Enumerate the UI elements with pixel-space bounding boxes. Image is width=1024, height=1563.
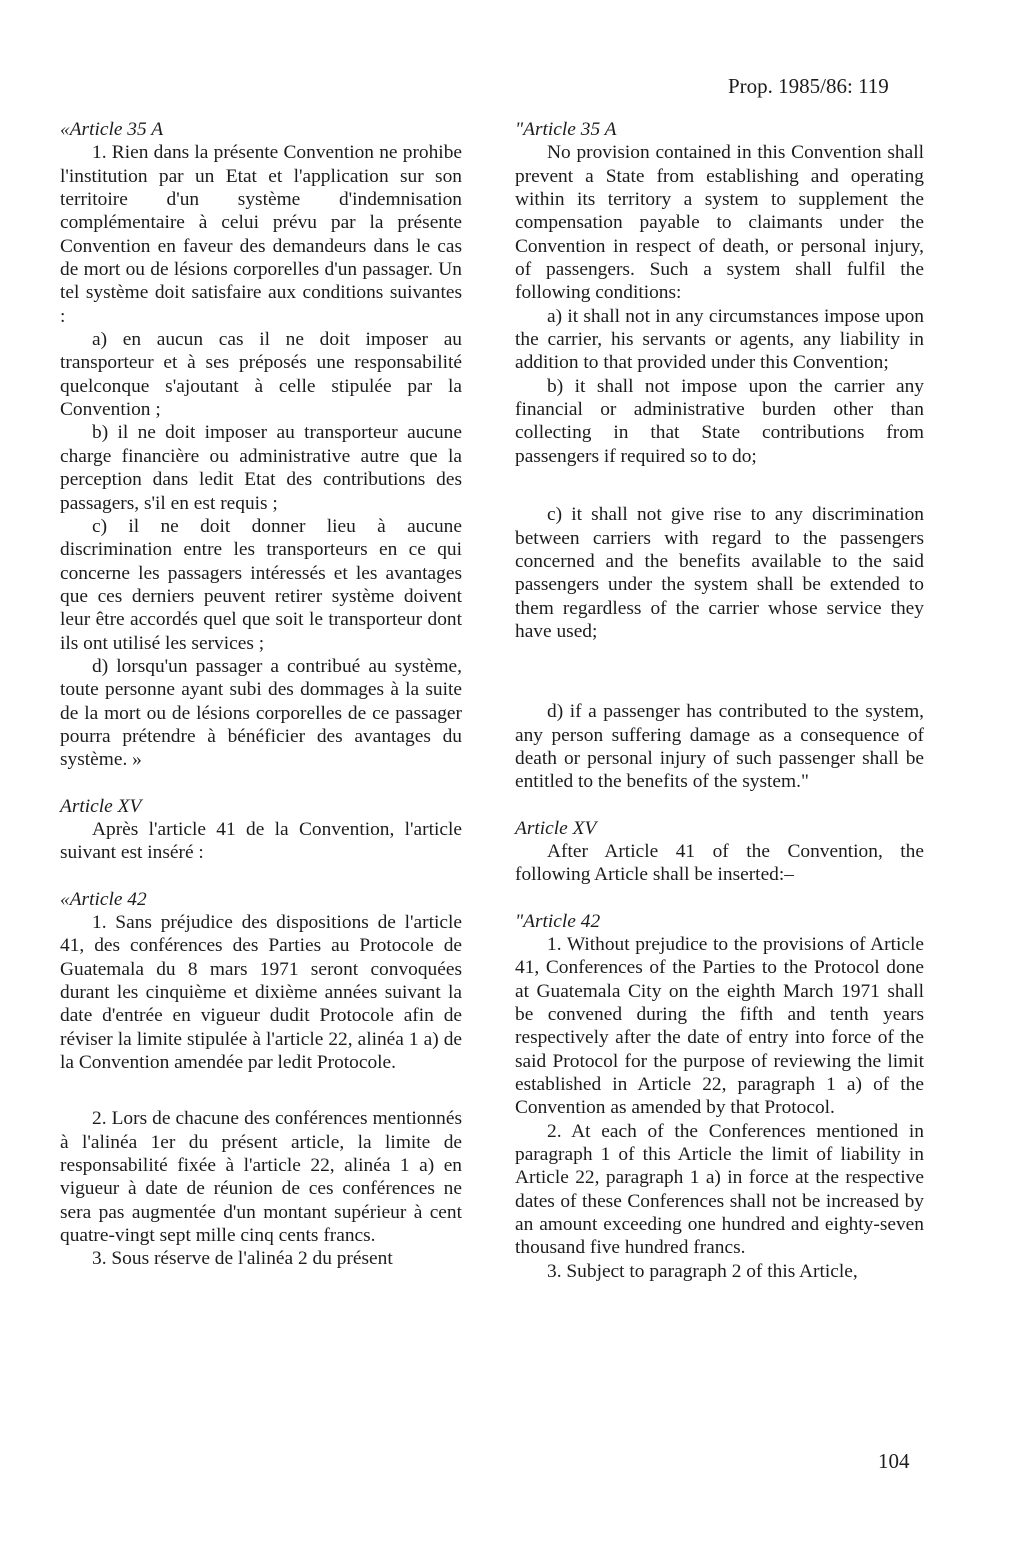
page-number: 104 (878, 1449, 910, 1473)
en-article-35a-item-c: c) it shall not give rise to any discrimination between carriers with regard to the passengers concerned and the benefits available to the said passengers under the system shall be extended to them regardless of the carrier whose service they have used; (515, 504, 924, 642)
en-article-35a-paragraph-1: No provision contained in this Convention shall prevent a State from establishing and operating within its territory a system to supplement the compensation payable to claimants under the Convention in respect of death, or personal injury, of passengers. Such a system shall fulfil the following conditions: (515, 142, 924, 304)
fr-article-35a-paragraph-1: 1. Rien dans la présente Convention ne prohibe l'institution par un Etat et l'application sur son territoire d'un système d'indemnisation complémentaire à celui prévu par la présente Convention en faveur des demandeurs dans le cas de mort ou de lésions corporelles d'un passager. Un tel système doit satisfaire aux conditions suivantes : (60, 142, 462, 327)
en-article-42-heading: "Article 42 (515, 910, 601, 932)
en-article-42-paragraph-1: 1. Without prejudice to the provisions of Article 41, Conferences of the Parties to the Protocol done at Guatemala City on the eighth March 1971 shall be convened during the fifth and tenth years respectively after the date of entry into force of the said Protocol for the purpose of reviewing the limit established in Article 22, paragraph 1 a) of the Convention as amended by that Protocol. (515, 933, 924, 1119)
en-article-42-paragraph-2: 2. At each of the Conferences mentioned in paragraph 1 of this Article the limit of liability in Article 22, paragraph 1 a) in force at the respective dates of these Conferences shall not be increased by an amount exceeding one hundred and eighty-seven thousand five hundred francs. (515, 1120, 924, 1259)
fr-article-42-paragraph-2: 2. Lors de chacune des conférences mentionnés à l'alinéa 1er du présent article, la limite de responsabilité fixée à l'article 22, alinéa 1 a) en vigueur à date de réunion de ces conférences ne sera pas augmentée d'un montant supérieur à cent quatre-vingt sept mille cinq cents francs. (60, 1108, 462, 1247)
en-article-xv-heading: Article XV (515, 817, 597, 839)
en-article-35a-item-b: b) it shall not impose upon the carrier any financial or administrative burden other than collecting in that State contributions from passengers if required so to do; (515, 375, 924, 467)
french-column (60, 118, 462, 1271)
fr-article-35a-item-b: b) il ne doit imposer au transporteur aucune charge financière ou administrative autre que la perception dans ledit Etat des contributions des passagers, s'il en est requis ; (60, 422, 462, 514)
fr-article-xv-paragraph: Après l'article 41 de la Convention, l'article suivant est inséré : (60, 818, 462, 864)
fr-article-35a-item-c: c) il ne doit donner lieu à aucune discrimination entre les transporteurs en ce qui concerne les passagers intéressés et les avantages que ces derniers peuvent retirer système doivent leur être accordés quel que soit le transporteur dont ils ont utilisé les services ; (60, 515, 462, 654)
en-article-35a-heading: "Article 35 A (515, 119, 617, 140)
fr-article-35a-heading: «Article 35 A (60, 119, 164, 140)
fr-article-42-paragraph-3: 3. Sous réserve de l'alinéa 2 du présent (92, 1248, 393, 1270)
fr-article-35a-item-a: a) en aucun cas il ne doit imposer au transporteur et à ses préposés une responsabilité quelconque s'ajoutant à celle stipulée par la Convention ; (60, 329, 462, 421)
en-article-35a-item-d: d) if a passenger has contributed to the system, any person suffering damage as a consequence of death or personal injury of such passenger shall be entitled to the benefits of the system." (515, 701, 924, 793)
running-head: Prop. 1985/86: 119 (728, 74, 889, 98)
en-article-35a-item-a: a) it shall not in any circumstances impose upon the carrier, his servants or agents, any liability in addition to that provided under this Convention; (515, 305, 924, 374)
fr-article-35a-item-d: d) lorsqu'un passager a contribué au système, toute personne ayant subi des dommages à la suite de la mort ou de lésions corporelles de ce passager pourra prétendre à bénéficier des avantages du système. » (60, 655, 462, 771)
en-article-xv-paragraph: After Article 41 of the Convention, the following Article shall be inserted:– (515, 840, 924, 886)
fr-article-xv-heading: Article XV (60, 795, 142, 817)
fr-article-42-heading: «Article 42 (60, 888, 147, 910)
en-article-42-paragraph-3: 3. Subject to paragraph 2 of this Article, (547, 1260, 858, 1282)
english-column (515, 118, 924, 1283)
fr-article-42-paragraph-1: 1. Sans préjudice des dispositions de l'article 41, des conférences des Parties au Protocole de Guatemala du 8 mars 1971 seront convoquées durant les cinquième et dixième années suivant la date d'entrée en vigueur dudit Protocole afin de réviser la limite stipulée à l'article 22, alinéa 1 a) de la Convention amendée par ledit Protocole. (60, 912, 462, 1074)
